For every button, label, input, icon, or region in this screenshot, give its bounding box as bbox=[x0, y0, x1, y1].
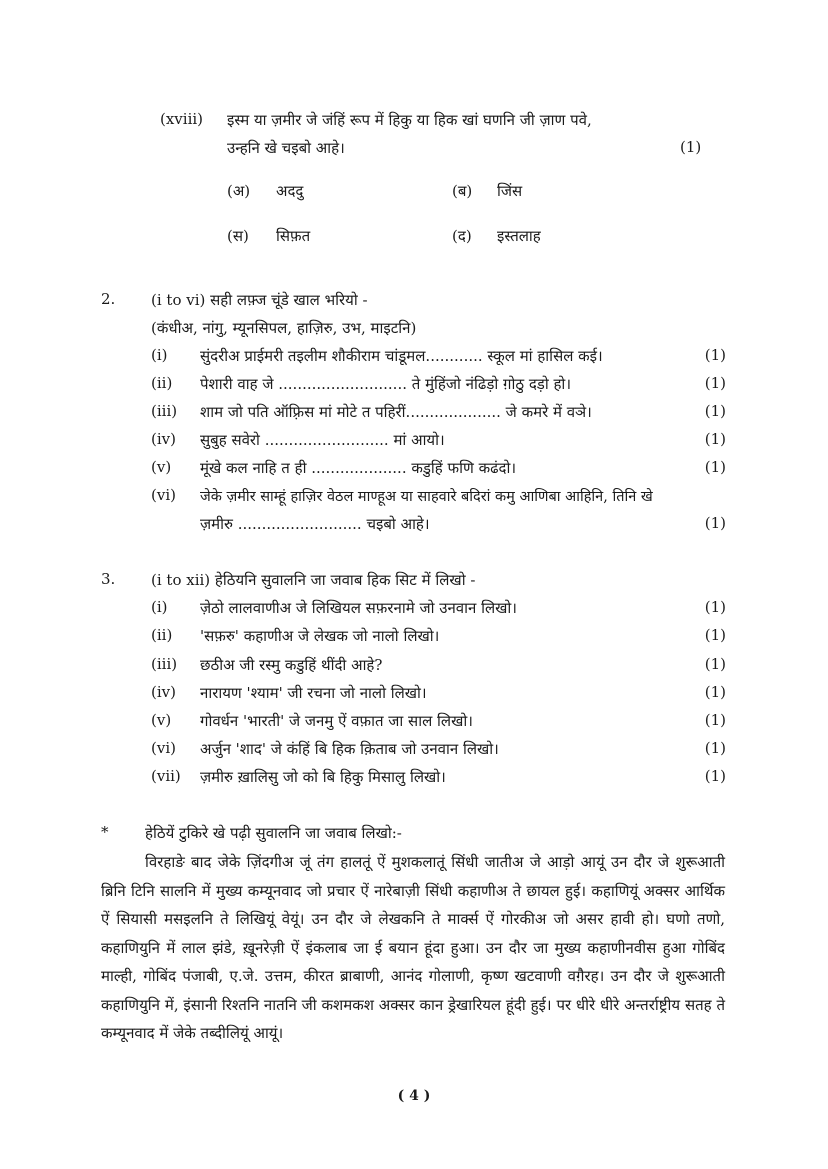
question-number: 2. bbox=[101, 290, 116, 308]
item-text: नारायण 'श्याम' जी रचना जो नालो लिखो। bbox=[200, 684, 427, 702]
item-text: सुंदरीअ प्राईमरी तइलीम शौकीराम चांडूमल............ स्कूल मां हासिल कई। bbox=[200, 347, 603, 365]
page-number: ( 4 ) bbox=[397, 1088, 431, 1104]
marks: (1) bbox=[704, 598, 726, 616]
item-text: ज़मीरु ख़ालिसु जो को बि हिकु मिसालु लिखो। bbox=[200, 768, 446, 786]
item-text: मूंखे कल नाहि त ही .................... कडुहिं फणि कढंदो। bbox=[200, 459, 517, 477]
question-number: (xviii) bbox=[160, 110, 204, 128]
marks: (1) bbox=[704, 402, 726, 420]
marks: (1) bbox=[704, 514, 726, 532]
passage-body: विरहाङे बाद जेके ज़िंदगीअ जूं तंग हालतूं ऐं मुशकलातूं सिंधी जातीअ जे आड़ो आयूं उन दौर जे शुरूआती ब्रिनि टिनि सालनि में मुख्य कम्यूनवाद जो प्रचार ऐं नारेबाज़ी सिंधी कहाणीअ ते छायल हुई। कहाणियूं अक्सर आर्थिक ऐं सियासी मसइलनि ते लिखियूं वेयूं। उन दौर जे लेखकनि ते मार्क्स ऐं गोरकीअ जो असर हावी हो। घणो तणो, कहाणियुनि में लाल झंडे, ख़ूनरेज़ी ऐं इंकलाब जा ई बयान हूंदा हुआ। उन दौर जा मुख्य कहाणीनवीस हुआ गोबिंद माल्ही, गोबिंद पंजाबी, ए.जे. उत्तम, कीरत ब्राबाणी, आनंद गोलाणी, कृष्ण खटवाणी वग़ैरह। उन दौर जे शुरूआती कहाणियुनि में, इंसानी रिश्तनि नातनि जी कशमकश अक्सर कान ड्रेखारियल हूंदी हुई। पर धीरे धीरे अन्तर्राष्ट्रीय सतह ते कम्यूनवाद में जेके तब्दीलियूं आयूं। bbox=[101, 853, 725, 1042]
marks: (1) bbox=[704, 626, 726, 644]
item-text: पेशारी वाह जे ........................... ते मुंहिंजो नंढिड़ो ग़ोठु दड़ो हो। bbox=[200, 375, 572, 393]
item-number: (iii) bbox=[151, 655, 178, 673]
item-number: (iv) bbox=[151, 683, 176, 701]
option-label: (द) bbox=[452, 227, 472, 245]
marks: (1) bbox=[704, 430, 726, 448]
marks: (1) bbox=[704, 655, 726, 673]
item-number: (ii) bbox=[151, 374, 173, 392]
item-text: अर्जुन 'शाद' जे कंहिं बि हिक क़िताब जो उनवान लिखो। bbox=[200, 740, 499, 758]
question-text: उन्हनि खे चइबो आहे। bbox=[227, 139, 345, 157]
option-label: (स) bbox=[227, 227, 249, 245]
item-number: (vi) bbox=[151, 486, 176, 504]
item-text: जेके ज़मीर साम्हूं हाज़िर वेठल माण्हूअ या साहवारे बदिरां कमु आणिबा आहिनि, तिनि खे bbox=[200, 489, 653, 505]
passage-text bbox=[101, 848, 725, 1048]
item-number: (vi) bbox=[151, 739, 176, 757]
item-number: (iv) bbox=[151, 430, 176, 448]
marks: (1) bbox=[704, 374, 726, 392]
item-text: शाम जो पति ऑफ़्रिस मां मोटे त पहिरीं.................... जे कमरे में वञे। bbox=[200, 403, 592, 421]
marks: (1) bbox=[704, 711, 726, 729]
item-text: सुबुह सवेरो .......................... मां आयो। bbox=[200, 431, 445, 449]
option-text: जिंस bbox=[497, 182, 523, 200]
item-number: (v) bbox=[151, 711, 172, 729]
item-number: (v) bbox=[151, 458, 172, 476]
question-number: 3. bbox=[101, 570, 116, 588]
option-label: (अ) bbox=[227, 182, 251, 200]
item-text: छठीअ जी रस्मु कडुहिं थींदी आहे? bbox=[200, 656, 383, 674]
option-text: सिफ़त bbox=[276, 227, 311, 245]
marks: (1) bbox=[704, 683, 726, 701]
item-text: 'सफ़रु' कहाणीअ जे लेखक जो नालो लिखो। bbox=[200, 627, 440, 645]
item-text: ज़मीरु .......................... चइबो आहे। bbox=[200, 515, 430, 533]
word-bank: (कंधीअ, नांगु, म्यूनसिपल, हाज़िरु, उभ, माइटनि) bbox=[151, 319, 417, 337]
passage-marker: * bbox=[101, 823, 109, 841]
section-heading: (i to vi) सही लफ़्ज चूंडे खाल भरियो - bbox=[151, 291, 368, 309]
item-number: (ii) bbox=[151, 626, 173, 644]
option-label: (ब) bbox=[452, 182, 473, 200]
item-number: (i) bbox=[151, 598, 168, 616]
item-number: (i) bbox=[151, 346, 168, 364]
passage-heading: हेठियें टुकिरे खे पढ़ी सुवालनि जा जवाब लिखो:- bbox=[145, 824, 402, 842]
marks: (1) bbox=[704, 458, 726, 476]
option-text: इस्तलाह bbox=[497, 227, 541, 245]
item-text: गोवर्धन 'भारती' जे जनमु ऐं वफ़ात जा साल लिखो। bbox=[200, 712, 473, 730]
option-text: अददु bbox=[276, 182, 304, 200]
question-text: इस्म या ज़मीर जे जंहिं रूप में हिकु या हिक खां घणनि जी ज़ाण पवे, bbox=[227, 111, 592, 129]
section-heading: (i to xii) हेठियनि सुवालनि जा जवाब हिक सिट में लिखो - bbox=[151, 571, 476, 589]
item-number: (iii) bbox=[151, 402, 178, 420]
marks: (1) bbox=[680, 138, 702, 156]
marks: (1) bbox=[704, 346, 726, 364]
item-number: (vii) bbox=[151, 767, 181, 785]
item-text: ज़ेठो लालवाणीअ जे लिखियल सफ़रनामे जो उनवान लिखो। bbox=[200, 599, 517, 617]
marks: (1) bbox=[704, 739, 726, 757]
marks: (1) bbox=[704, 767, 726, 785]
